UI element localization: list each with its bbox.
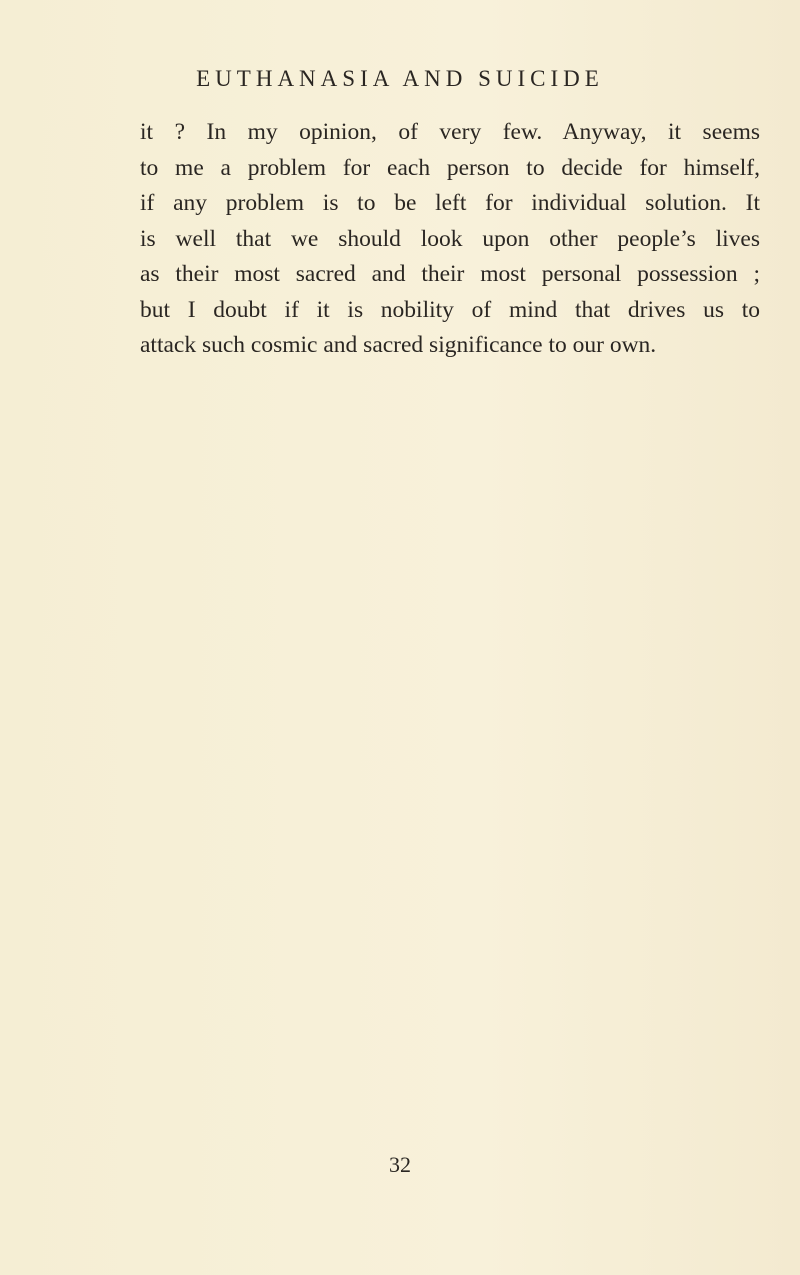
text-line: as their most sacred and their most personal possession ; — [140, 261, 760, 287]
body-paragraph — [140, 115, 760, 364]
text-line: if any problem is to be left for individual solution. It — [140, 190, 760, 216]
page-number: 32 — [389, 1152, 411, 1177]
running-head: EUTHANASIA AND SUICIDE — [196, 66, 604, 91]
text-line: to me a problem for each person to decide for himself, — [140, 154, 760, 181]
text-line: but I doubt if it is nobility of mind that drives us to — [140, 296, 760, 323]
text-line: is well that we should look upon other people’s lives — [140, 225, 760, 252]
text-line: attack such cosmic and sacred significance to our own. — [140, 332, 657, 358]
text-line: it ? In my opinion, of very few. Anyway, it seems — [140, 119, 760, 145]
